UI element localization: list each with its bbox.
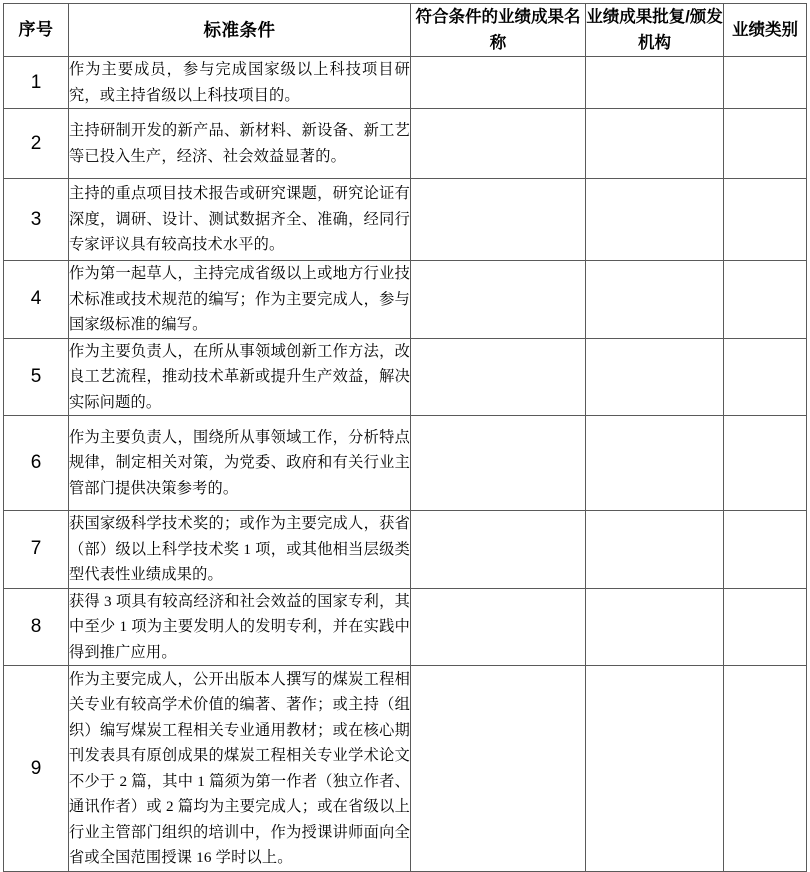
- row-number: 4: [4, 261, 69, 339]
- column-header-approval-agency: 业绩成果批复/颁发机构: [586, 4, 724, 57]
- row-achievement-category[interactable]: [724, 588, 807, 666]
- column-header-achievement-name: 符合条件的业绩成果名称: [411, 4, 586, 57]
- row-achievement-category[interactable]: [724, 57, 807, 109]
- table-row: [4, 588, 807, 666]
- row-achievement-category[interactable]: [724, 416, 807, 511]
- table-row: [4, 179, 807, 261]
- table-row: [4, 57, 807, 109]
- row-standard-condition: 作为主要成员，参与完成国家级以上科技项目研究，或主持省级以上科技项目的。: [69, 57, 411, 109]
- row-achievement-name[interactable]: [411, 57, 586, 109]
- row-number: 3: [4, 179, 69, 261]
- row-approval-agency[interactable]: [586, 261, 724, 339]
- table-row: [4, 666, 807, 872]
- row-achievement-category[interactable]: [724, 179, 807, 261]
- row-number: 9: [4, 666, 69, 872]
- row-achievement-name[interactable]: [411, 338, 586, 416]
- column-header-achievement-category: 业绩类别: [724, 4, 807, 57]
- row-achievement-name[interactable]: [411, 666, 586, 872]
- row-number: 6: [4, 416, 69, 511]
- row-approval-agency[interactable]: [586, 57, 724, 109]
- row-achievement-category[interactable]: [724, 109, 807, 179]
- row-number: 1: [4, 57, 69, 109]
- row-achievement-category[interactable]: [724, 666, 807, 872]
- row-standard-condition: 获得 3 项具有较高经济和社会效益的国家专利，其中至少 1 项为主要发明人的发明专利，并在实践中得到推广应用。: [69, 588, 411, 666]
- row-achievement-category[interactable]: [724, 338, 807, 416]
- row-achievement-name[interactable]: [411, 109, 586, 179]
- column-header-no: 序号: [4, 4, 69, 57]
- table-body: [4, 57, 807, 872]
- row-standard-condition: 主持研制开发的新产品、新材料、新设备、新工艺等已投入生产，经济、社会效益显著的。: [69, 109, 411, 179]
- row-approval-agency[interactable]: [586, 511, 724, 589]
- row-approval-agency[interactable]: [586, 588, 724, 666]
- column-header-standard-condition: 标准条件: [69, 4, 411, 57]
- table-row: [4, 109, 807, 179]
- table-header-row: [4, 4, 807, 57]
- row-standard-condition: 作为主要完成人，公开出版本人撰写的煤炭工程相关专业有较高学术价值的编著、著作；或主持（组织）编写煤炭工程相关专业通用教材；或在核心期刊发表具有原创成果的煤炭工程相关专业学术论文不少于 2 篇，其中 1 篇须为第一作者（独立作者、通讯作者）或 2 篇均为主要完成人；或在省级以上行业主管部门组织的培训中，作为授课讲师面向全省或全国范围授课 16 学时以上。: [69, 666, 411, 872]
- row-number: 2: [4, 109, 69, 179]
- table-row: [4, 416, 807, 511]
- row-achievement-name[interactable]: [411, 588, 586, 666]
- table-row: [4, 338, 807, 416]
- row-achievement-category[interactable]: [724, 261, 807, 339]
- row-standard-condition: 作为第一起草人，主持完成省级以上或地方行业技术标准或技术规范的编写；作为主要完成人，参与国家级标准的编写。: [69, 261, 411, 339]
- row-achievement-name[interactable]: [411, 416, 586, 511]
- row-standard-condition: 作为主要负责人，在所从事领域创新工作方法，改良工艺流程，推动技术革新或提升生产效益，解决实际问题的。: [69, 338, 411, 416]
- row-standard-condition: 主持的重点项目技术报告或研究课题，研究论证有深度，调研、设计、测试数据齐全、准确，经同行专家评议具有较高技术水平的。: [69, 179, 411, 261]
- row-number: 5: [4, 338, 69, 416]
- row-achievement-name[interactable]: [411, 511, 586, 589]
- row-achievement-name[interactable]: [411, 261, 586, 339]
- table-row: [4, 261, 807, 339]
- row-number: 8: [4, 588, 69, 666]
- row-achievement-category[interactable]: [724, 511, 807, 589]
- row-standard-condition: 获国家级科学技术奖的；或作为主要完成人，获省（部）级以上科学技术奖 1 项，或其他相当层级类型代表性业绩成果的。: [69, 511, 411, 589]
- row-approval-agency[interactable]: [586, 416, 724, 511]
- row-achievement-name[interactable]: [411, 179, 586, 261]
- row-number: 7: [4, 511, 69, 589]
- row-approval-agency[interactable]: [586, 338, 724, 416]
- row-approval-agency[interactable]: [586, 109, 724, 179]
- table-row: [4, 511, 807, 589]
- table-header: [4, 4, 807, 57]
- criteria-table: [3, 3, 807, 872]
- row-approval-agency[interactable]: [586, 666, 724, 872]
- row-approval-agency[interactable]: [586, 179, 724, 261]
- row-standard-condition: 作为主要负责人，围绕所从事领域工作，分析特点规律，制定相关对策，为党委、政府和有关行业主管部门提供决策参考的。: [69, 416, 411, 511]
